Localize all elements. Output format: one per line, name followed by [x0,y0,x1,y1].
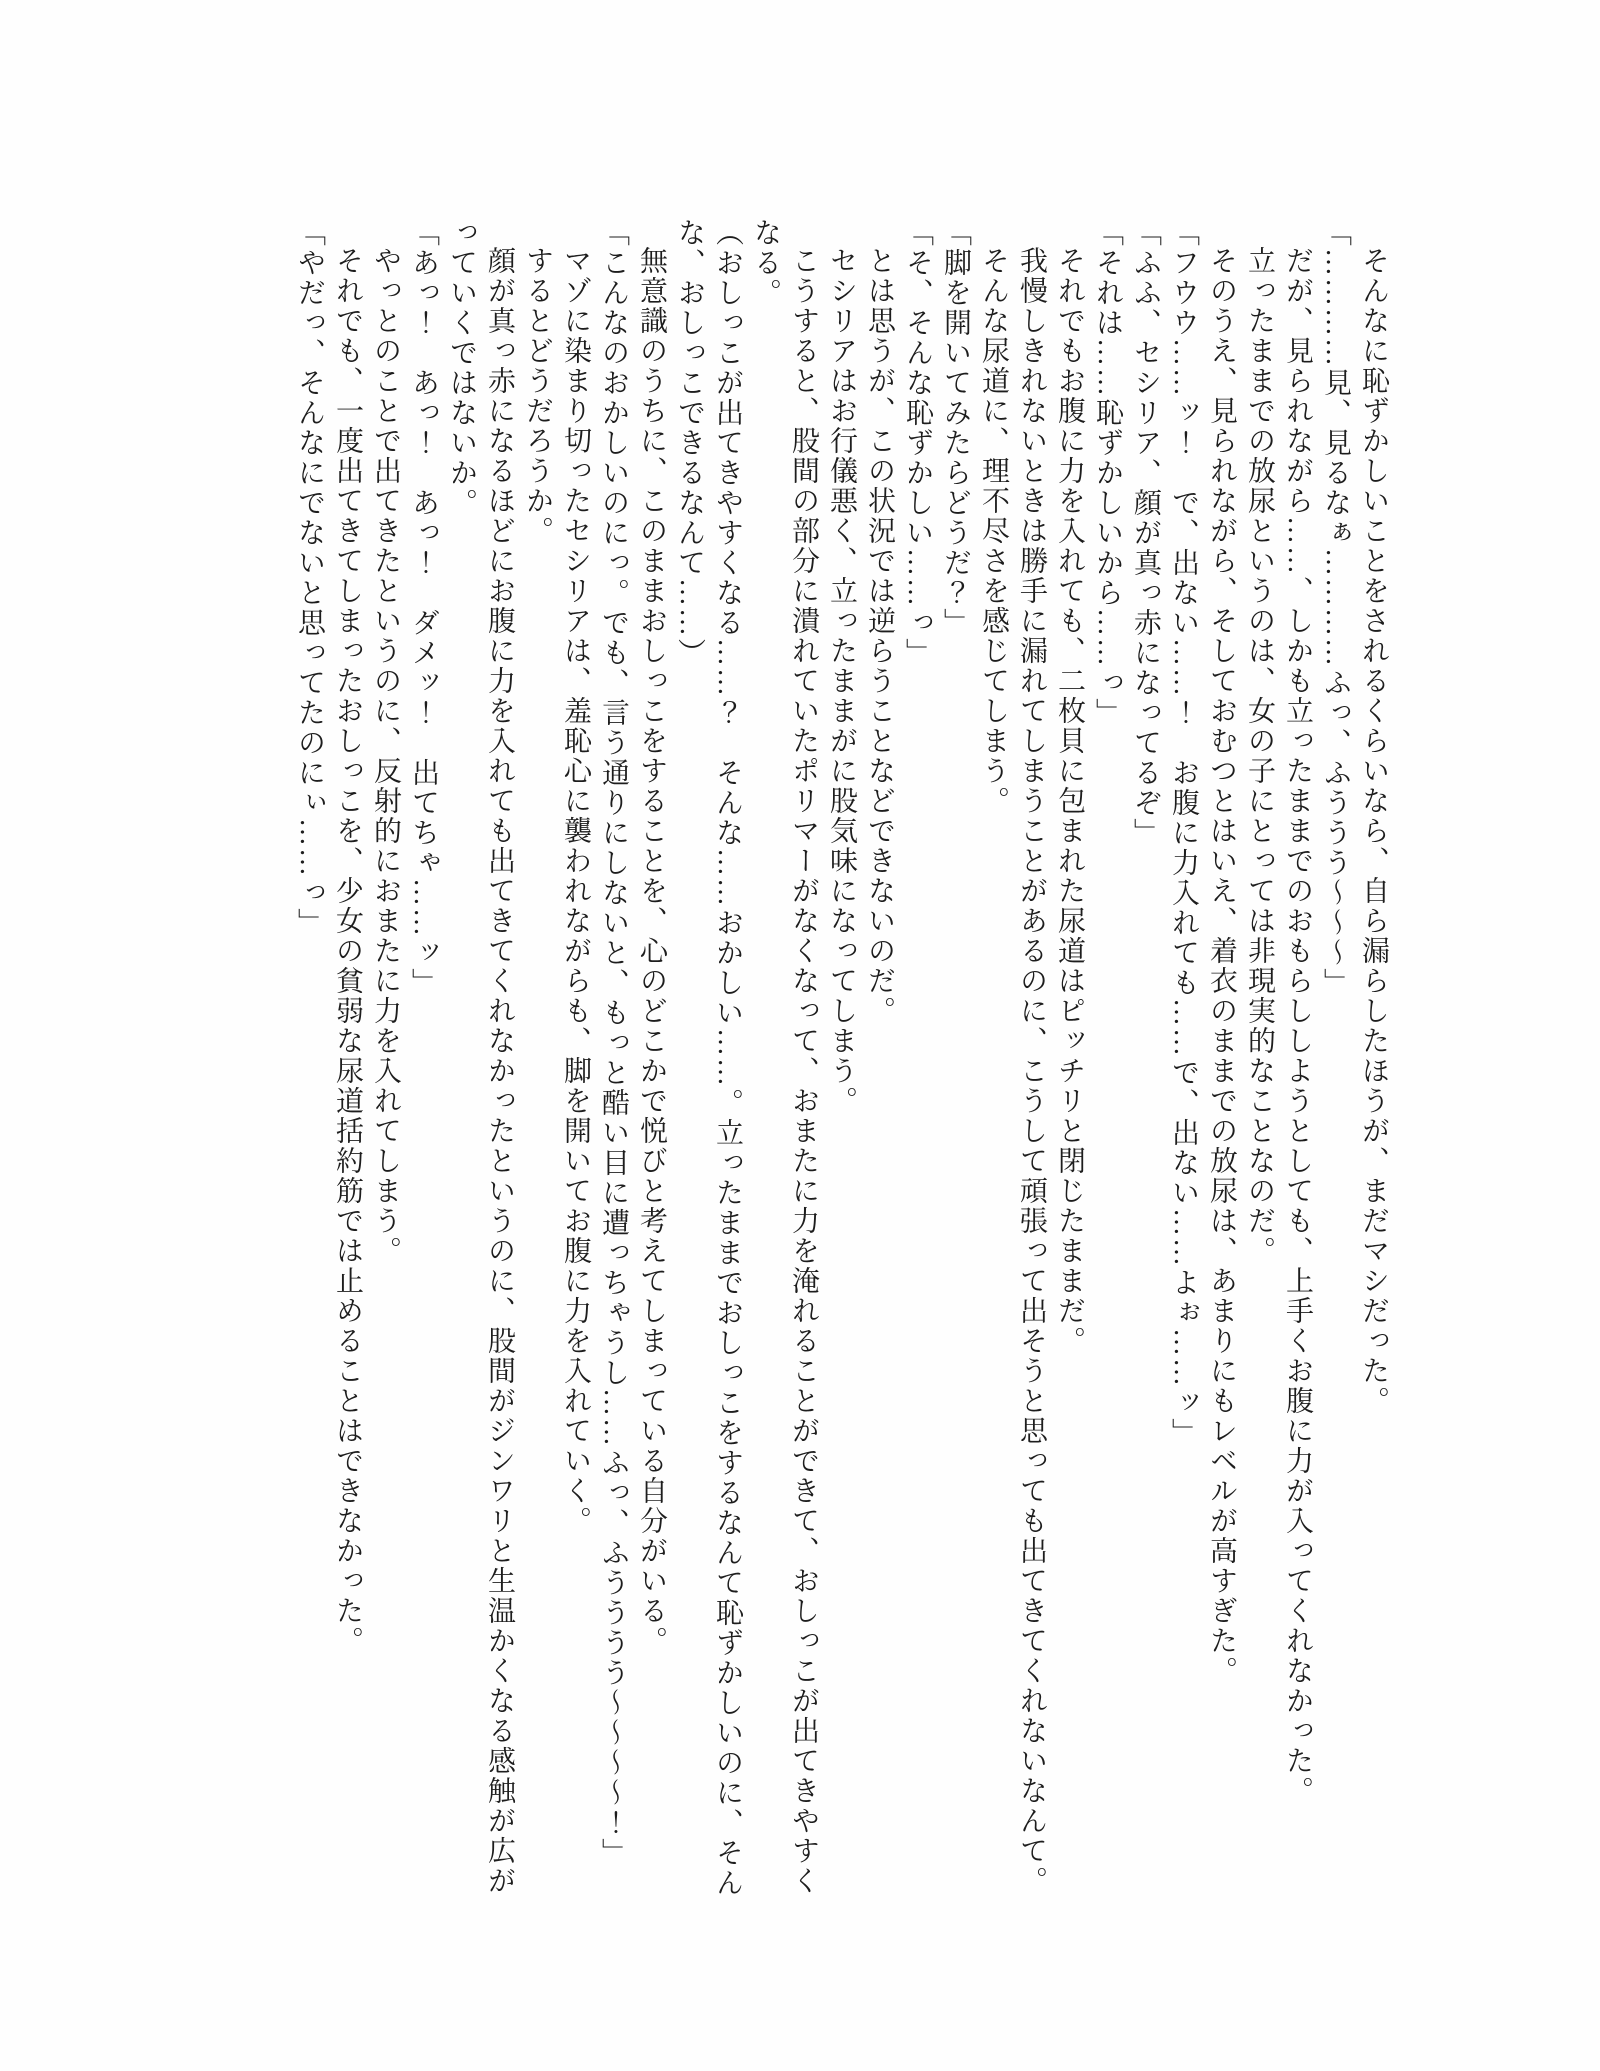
vertical-text-block [290,218,1392,1898]
paragraph-dialogue: 「こんなのおかしいのにっ。でも、言う通りにしないと、もっと酷い目に遭っちゃうし……ふっ、ふうううう〜〜〜〜！」 [598,218,629,1868]
paragraph-dialogue: 「それは……恥ずかしいから……っ」 [1092,218,1123,728]
paragraph-narrative: とは思うが、この状況では逆らうことなどできないのだ。 [864,246,895,1026]
paragraph-dialogue: 「…………見、見るなぁ…………ふっ、ふううう〜〜〜」 [1320,218,1351,998]
paragraph-narrative: 顔が真っ赤になるほどにお腹に力を入れても出てきてくれなかったというのに、股間がジンワリと生温かくなる感触が広がっていくではないか。 [446,218,515,1896]
paragraph-narrative: そんな尿道に、理不尽さを感じてしまう。 [978,246,1009,816]
paragraph-dialogue: 「脚を開いてみたらどうだ？」 [940,218,971,638]
paragraph-narrative: マゾに染まり切ったセシリアは、羞恥心に襲われながらも、脚を開いてお腹に力を入れていく。 [560,246,591,1536]
paragraph-narrative: こうすると、股間の部分に潰れていたポリマーがなくなって、おまたに力を淹れることができて、おしっこが出てきやすくなる。 [750,218,819,1896]
paragraph-narrative: だが、見られながら……、しかも立ったままでのおもらししようとしても、上手くお腹に力が入ってくれなかった。 [1282,246,1313,1806]
paragraph-dialogue: 「やだっ、そんなにでないと思ってたのにぃ……っ」 [294,218,325,938]
paragraph-dialogue: 「そ、そんな恥ずかしい……っ」 [902,218,933,668]
paragraph-narrative: 立ったままでの放尿というのは、女の子にとっては非現実的なことなのだ。 [1244,246,1275,1266]
paragraph-thought: （おしっこが出てきやすくなる……？ そんな……おかしい……。立ったままでおしっこをするなんて恥ずかしいのに、そんな、おしっこできるなんて……） [674,218,743,1898]
paragraph-narrative: それでもお腹に力を入れても、二枚貝に包まれた尿道はピッチリと閉じたままだ。 [1054,246,1085,1356]
paragraph-dialogue: 「ふふ、セシリア、顔が真っ赤になってるぞ」 [1130,218,1161,848]
paragraph-narrative: 無意識のうちに、このままおしっこをすることを、心のどこかで悦びと考えてしまっている自分がいる。 [636,246,667,1656]
paragraph-narrative: それでも、一度出てきてしまったおしっこを、少女の貧弱な尿道括約筋では止めることはできなかった。 [332,246,363,1656]
paragraph-narrative: するとどうだろうか。 [522,246,553,546]
paragraph-narrative: そんなに恥ずかしいことをされるくらいなら、自ら漏らしたほうが、まだマシだった。 [1358,246,1389,1416]
paragraph-dialogue: 「フウウ……ッ！ で、出ない……！ お腹に力入れても……で、出ない……よぉ……ッ」 [1168,218,1199,1448]
paragraph-narrative: 我慢しきれないときは勝手に漏れてしまうことがあるのに、こうして頑張って出そうと思っても出てきてくれないなんて。 [1016,246,1047,1896]
paragraph-narrative: セシリアはお行儀悪く、立ったままがに股気味になってしまう。 [826,246,857,1116]
paragraph-narrative: やっとのことで出てきたというのに、反射的におまたに力を入れてしまう。 [370,246,401,1266]
paragraph-narrative: そのうえ、見られながら、そしておむつとはいえ、着衣のままでの放尿は、あまりにもレベルが高すぎた。 [1206,246,1237,1686]
paragraph-dialogue: 「あっ！ あっ！ あっ！ ダメッ！ 出てちゃ……ッ」 [408,218,439,998]
